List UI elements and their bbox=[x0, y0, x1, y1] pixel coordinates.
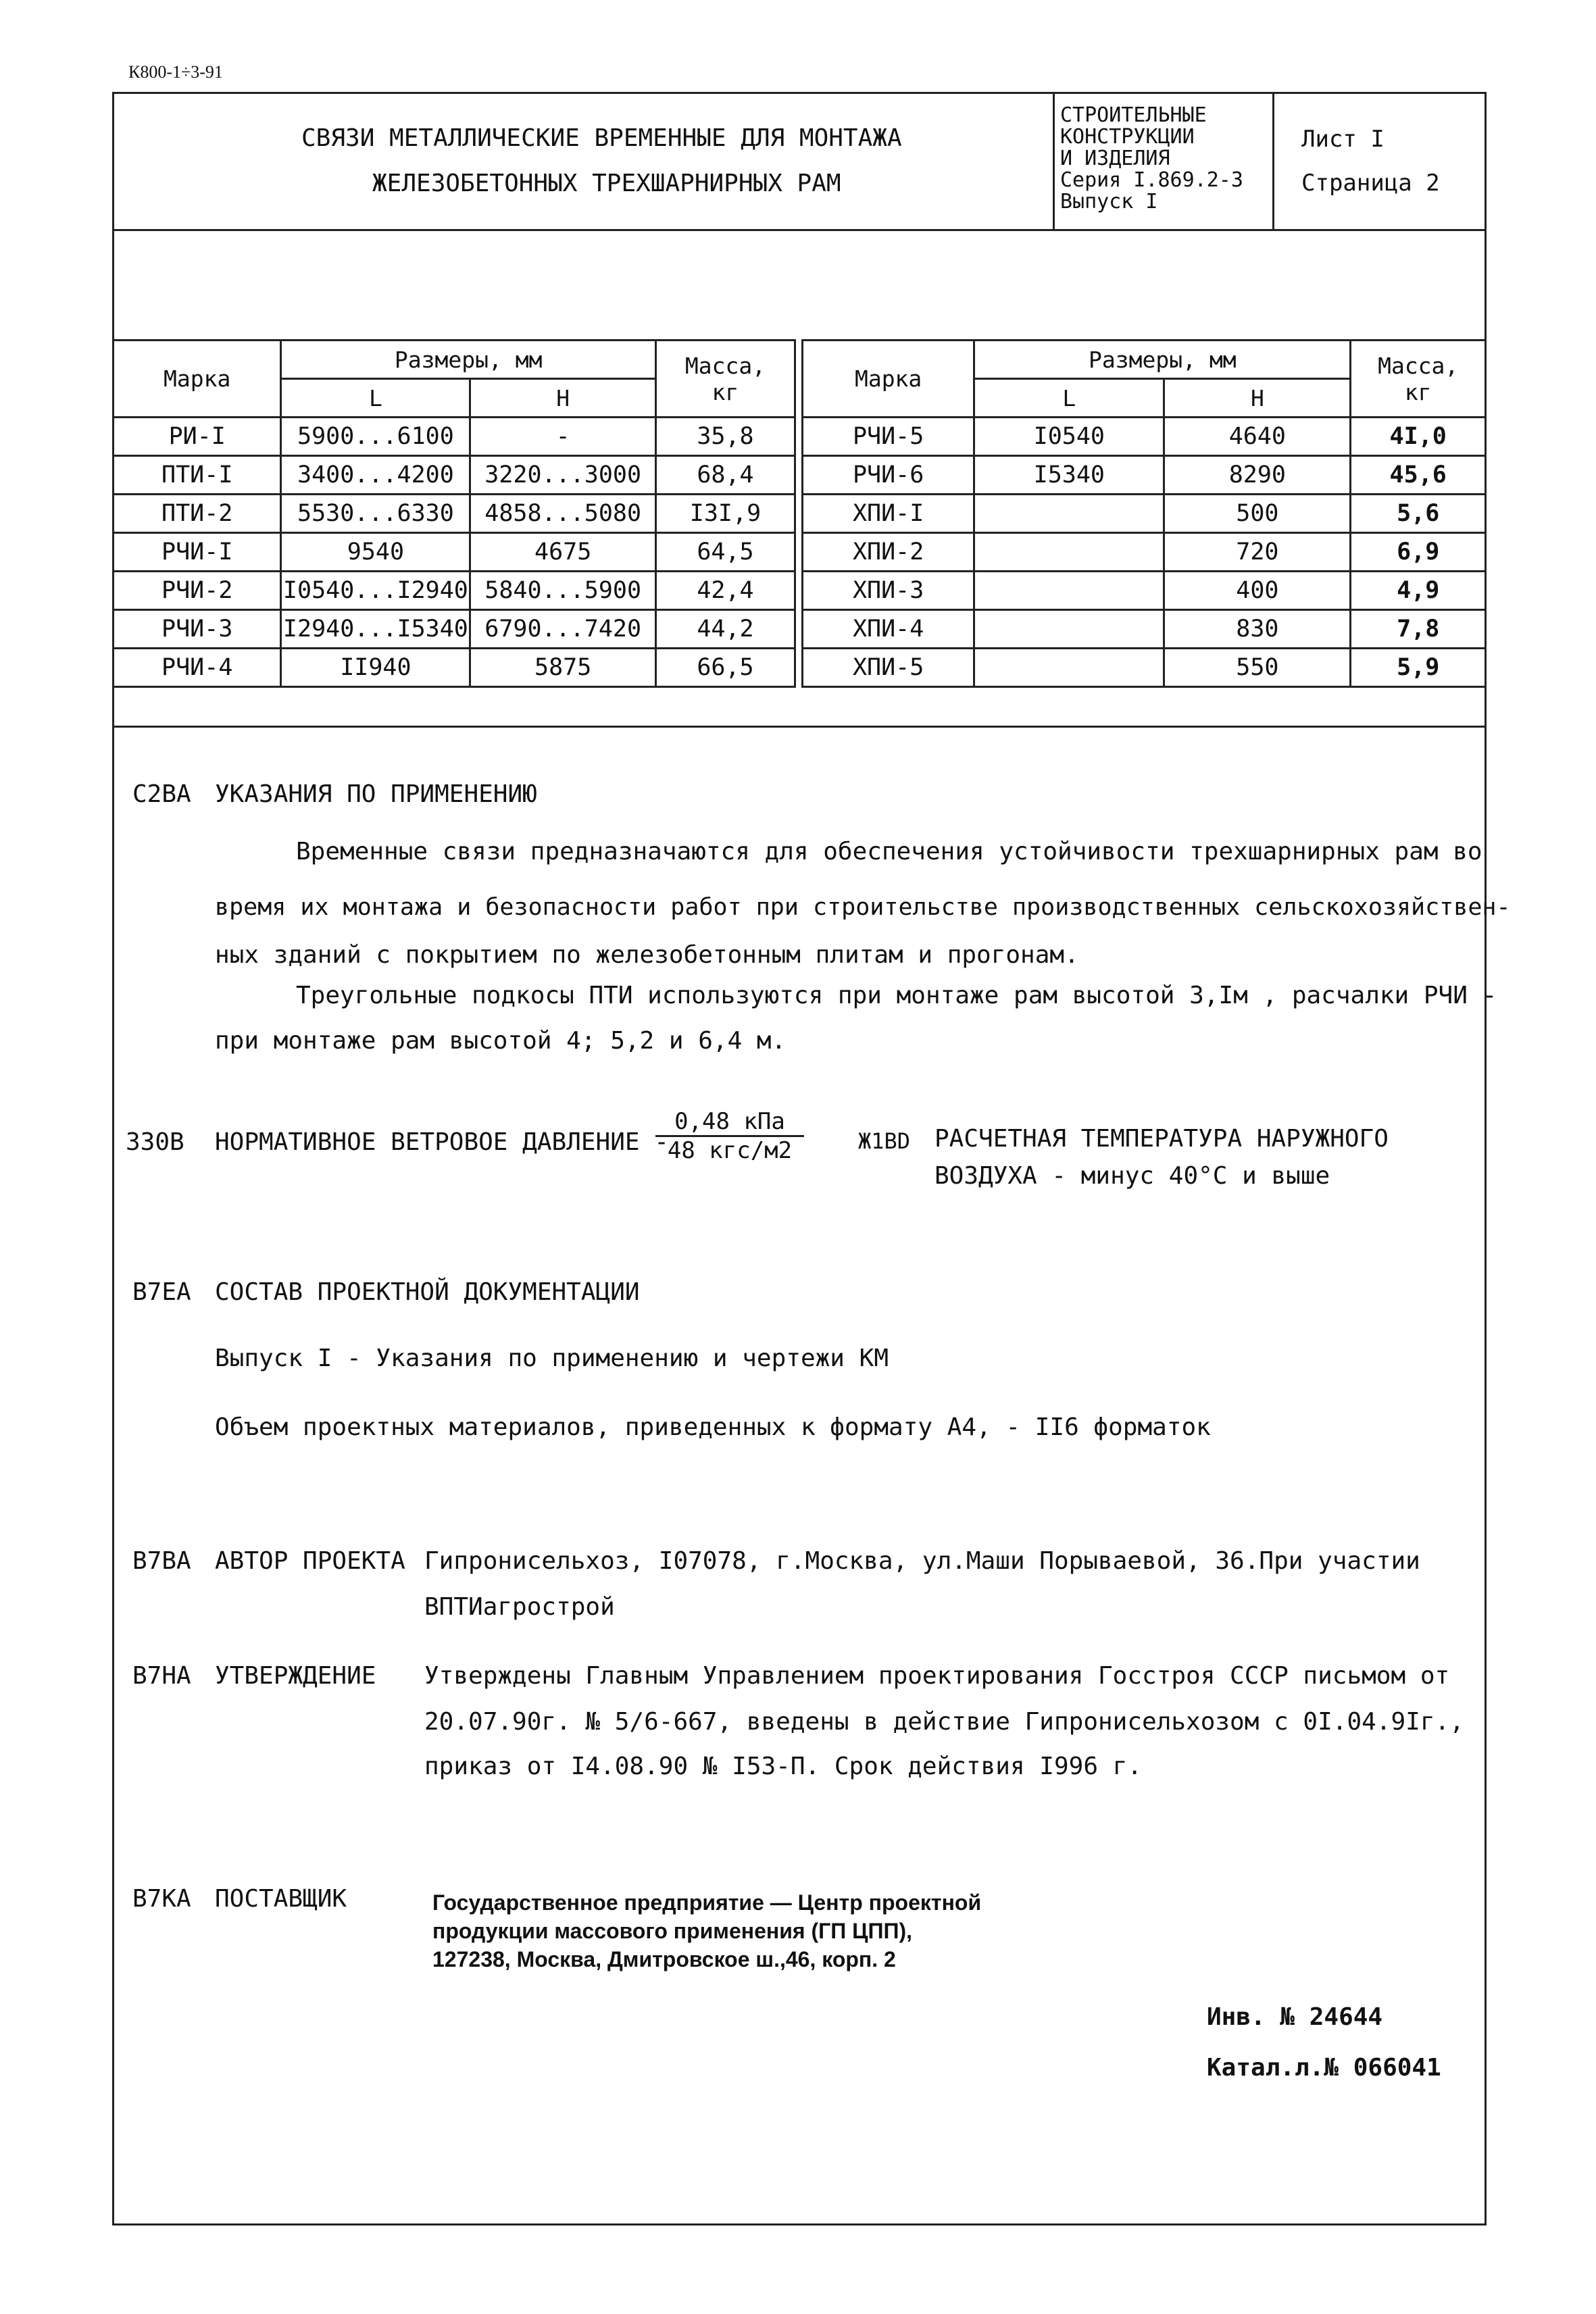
table-bottom-rule bbox=[112, 726, 1487, 728]
series-line: И ИЗДЕЛИЯ bbox=[1060, 147, 1170, 170]
cell-L: I2940...I5340 bbox=[281, 610, 470, 649]
header-L: L bbox=[281, 379, 470, 418]
cell-L: II940 bbox=[281, 649, 470, 687]
cell-L bbox=[974, 649, 1164, 687]
cell-mark: РЧИ-5 bbox=[803, 418, 974, 456]
cell-L: I5340 bbox=[974, 456, 1164, 495]
composition-code: В7ЕА bbox=[132, 1278, 191, 1306]
table-row bbox=[114, 533, 795, 572]
series-line: КОНСТРУКЦИИ bbox=[1060, 125, 1195, 149]
approval-heading: УТВЕРЖДЕНИЕ bbox=[215, 1662, 376, 1690]
cell-mass: 44,2 bbox=[655, 610, 795, 649]
wind-value-kpa: 0,48 кПа bbox=[655, 1108, 804, 1137]
table-row bbox=[803, 572, 1486, 610]
cell-mark: РИ-I bbox=[114, 418, 281, 456]
usage-text: Временные связи предназначаются для обеспечения устойчивости трехшарнирных рам во bbox=[296, 838, 1482, 865]
cell-H: 500 bbox=[1164, 495, 1351, 533]
cell-mark: ПТИ-2 bbox=[114, 495, 281, 533]
header-mass: Масса, кг bbox=[655, 341, 795, 418]
cell-mark: РЧИ-2 bbox=[114, 572, 281, 610]
composition-text: Объем проектных материалов, приведенных к формату А4, - II6 форматок bbox=[215, 1413, 1211, 1441]
author-text: ВПТИагрострой bbox=[424, 1593, 615, 1621]
supplier-text: продукции массового применения (ГП ЦПП), bbox=[432, 1919, 913, 1943]
cell-mass: 66,5 bbox=[655, 649, 795, 687]
cell-H: 5840...5900 bbox=[470, 572, 656, 610]
cell-H: 720 bbox=[1164, 533, 1351, 572]
table-row bbox=[803, 649, 1486, 687]
issue-number: Выпуск I bbox=[1060, 190, 1158, 213]
spec-table-left bbox=[112, 339, 796, 688]
page-number: Страница 2 bbox=[1301, 170, 1440, 197]
cell-mark: ХПИ-5 bbox=[803, 649, 974, 687]
wind-label: НОРМАТИВНОЕ ВЕТРОВОЕ ДАВЛЕНИЕ - bbox=[215, 1128, 669, 1156]
temp-code: Ж1ВD bbox=[858, 1128, 911, 1154]
cell-mark: ХПИ-I bbox=[803, 495, 974, 533]
supplier-text: 127238, Москва, Дмитровское ш.,46, корп. 2 bbox=[432, 1947, 896, 1971]
cell-H: 4640 bbox=[1164, 418, 1351, 456]
document-code: К800-1÷3-91 bbox=[128, 62, 223, 82]
wind-value bbox=[655, 1108, 804, 1164]
cell-mass: 45,6 bbox=[1351, 456, 1486, 495]
supplier-text: Государственное предприятие — Центр проектной bbox=[432, 1890, 982, 1915]
title-block bbox=[112, 92, 1487, 231]
title-line-1: СВЯЗИ МЕТАЛЛИЧЕСКИЕ ВРЕМЕННЫЕ ДЛЯ МОНТАЖА bbox=[301, 124, 902, 152]
cell-L: I0540...I2940 bbox=[281, 572, 470, 610]
cell-mark: РЧИ-I bbox=[114, 533, 281, 572]
usage-text: время их монтажа и безопасности работ при строительстве производственных сельскохозяйствен- bbox=[215, 894, 1511, 921]
cell-mark: РЧИ-4 bbox=[114, 649, 281, 687]
cell-mass: I3I,9 bbox=[655, 495, 795, 533]
table-row bbox=[803, 418, 1486, 456]
cell-H: 550 bbox=[1164, 649, 1351, 687]
temp-line-2: ВОЗДУХА - минус 40°С и выше bbox=[934, 1162, 1330, 1190]
cell-mark: РЧИ-6 bbox=[803, 456, 974, 495]
composition-text: Выпуск I - Указания по применению и чертежи КМ bbox=[215, 1344, 889, 1372]
cell-H: 8290 bbox=[1164, 456, 1351, 495]
cell-mass: 42,4 bbox=[655, 572, 795, 610]
approval-text: приказ от I4.08.90 № I53-П. Срок действия I996 г. bbox=[424, 1753, 1143, 1780]
usage-heading: УКАЗАНИЯ ПО ПРИМЕНЕНИЮ bbox=[215, 780, 537, 808]
cell-mark: ХПИ-4 bbox=[803, 610, 974, 649]
cell-mass: 35,8 bbox=[655, 418, 795, 456]
cell-H: 5875 bbox=[470, 649, 656, 687]
cell-mass: 6,9 bbox=[1351, 533, 1486, 572]
cell-L: 9540 bbox=[281, 533, 470, 572]
cell-mass: 7,8 bbox=[1351, 610, 1486, 649]
cell-H: 6790...7420 bbox=[470, 610, 656, 649]
author-heading: АВТОР ПРОЕКТА bbox=[215, 1547, 405, 1575]
header-mass: Масса, кг bbox=[1351, 341, 1486, 418]
table-row bbox=[114, 610, 795, 649]
cell-H: 4675 bbox=[470, 533, 656, 572]
table-row bbox=[803, 610, 1486, 649]
approval-text: 20.07.90г. № 5/6-667, введены в действие Гипронисельхозом с 0I.04.9Iг., bbox=[424, 1708, 1464, 1736]
approval-text: Утверждены Главным Управлением проектирования Госстроя СССР письмом от bbox=[424, 1662, 1450, 1690]
usage-text: при монтаже рам высотой 4; 5,2 и 6,4 м. bbox=[215, 1027, 787, 1055]
wind-value-kgs: 48 кгс/м2 bbox=[667, 1137, 793, 1164]
cell-mass: 64,5 bbox=[655, 533, 795, 572]
table-row bbox=[114, 418, 795, 456]
cell-L bbox=[974, 572, 1164, 610]
table-row bbox=[114, 572, 795, 610]
header-L: L bbox=[974, 379, 1164, 418]
cell-mark: ПТИ-I bbox=[114, 456, 281, 495]
series-number: Серия I.869.2-3 bbox=[1060, 168, 1243, 192]
usage-text: ных зданий с покрытием по железобетонным плитам и прогонам. bbox=[215, 941, 1079, 969]
cell-H: 830 bbox=[1164, 610, 1351, 649]
header-H: Н bbox=[470, 379, 656, 418]
usage-code: С2ВА bbox=[132, 780, 191, 808]
sheet-number: Лист I bbox=[1301, 126, 1385, 153]
header-H: Н bbox=[1164, 379, 1351, 418]
temp-line-1: РАСЧЕТНАЯ ТЕМПЕРАТУРА НАРУЖНОГО bbox=[934, 1125, 1389, 1153]
header-mark: Марка bbox=[114, 341, 281, 418]
cell-L bbox=[974, 533, 1164, 572]
supplier-code: В7КА bbox=[132, 1885, 191, 1913]
header-dims: Размеры, мм bbox=[974, 341, 1351, 379]
cell-mass: 5,9 bbox=[1351, 649, 1486, 687]
table-row bbox=[114, 495, 795, 533]
cell-L: I0540 bbox=[974, 418, 1164, 456]
spec-table-right bbox=[801, 339, 1487, 688]
table-row bbox=[803, 495, 1486, 533]
cell-mass: 4I,0 bbox=[1351, 418, 1486, 456]
usage-text: Треугольные подкосы ПТИ используются при монтаже рам высотой 3,Iм , расчалки РЧИ - bbox=[296, 982, 1497, 1009]
cell-H: 400 bbox=[1164, 572, 1351, 610]
cell-mark: ХПИ-3 bbox=[803, 572, 974, 610]
title-main-cell bbox=[112, 92, 1055, 229]
header-dims: Размеры, мм bbox=[281, 341, 656, 379]
table-row bbox=[114, 456, 795, 495]
cell-mass: 5,6 bbox=[1351, 495, 1486, 533]
cell-mark: РЧИ-3 bbox=[114, 610, 281, 649]
table-row bbox=[114, 649, 795, 687]
wind-code: 330В bbox=[126, 1128, 184, 1156]
cell-H: - bbox=[470, 418, 656, 456]
cell-mass: 68,4 bbox=[655, 456, 795, 495]
cell-L: 5530...6330 bbox=[281, 495, 470, 533]
cell-L: 5900...6100 bbox=[281, 418, 470, 456]
blank-row bbox=[112, 231, 1487, 339]
cell-L bbox=[974, 495, 1164, 533]
title-line-2: ЖЕЛЕЗОБЕТОННЫХ ТРЕХШАРНИРНЫХ РАМ bbox=[372, 170, 841, 197]
catalog-number: Катал.л.№ 066041 bbox=[1207, 2054, 1441, 2082]
supplier-heading: ПОСТАВЩИК bbox=[215, 1885, 347, 1913]
table-row bbox=[803, 456, 1486, 495]
cell-L: 3400...4200 bbox=[281, 456, 470, 495]
header-mark: Марка bbox=[803, 341, 974, 418]
series-line: СТРОИТЕЛЬНЫЕ bbox=[1060, 103, 1207, 127]
cell-H: 3220...3000 bbox=[470, 456, 656, 495]
cell-H: 4858...5080 bbox=[470, 495, 656, 533]
inventory-number: Инв. № 24644 bbox=[1207, 2003, 1383, 2031]
author-code: В7ВА bbox=[132, 1547, 191, 1575]
cell-mark: ХПИ-2 bbox=[803, 533, 974, 572]
approval-code: В7НА bbox=[132, 1662, 191, 1690]
cell-L bbox=[974, 610, 1164, 649]
series-cell bbox=[1055, 92, 1274, 229]
cell-mass: 4,9 bbox=[1351, 572, 1486, 610]
author-text: Гипронисельхоз, I07078, г.Москва, ул.Маши Порываевой, 36.При участии bbox=[424, 1547, 1420, 1575]
table-row bbox=[803, 533, 1486, 572]
composition-heading: СОСТАВ ПРОЕКТНОЙ ДОКУМЕНТАЦИИ bbox=[215, 1278, 640, 1306]
